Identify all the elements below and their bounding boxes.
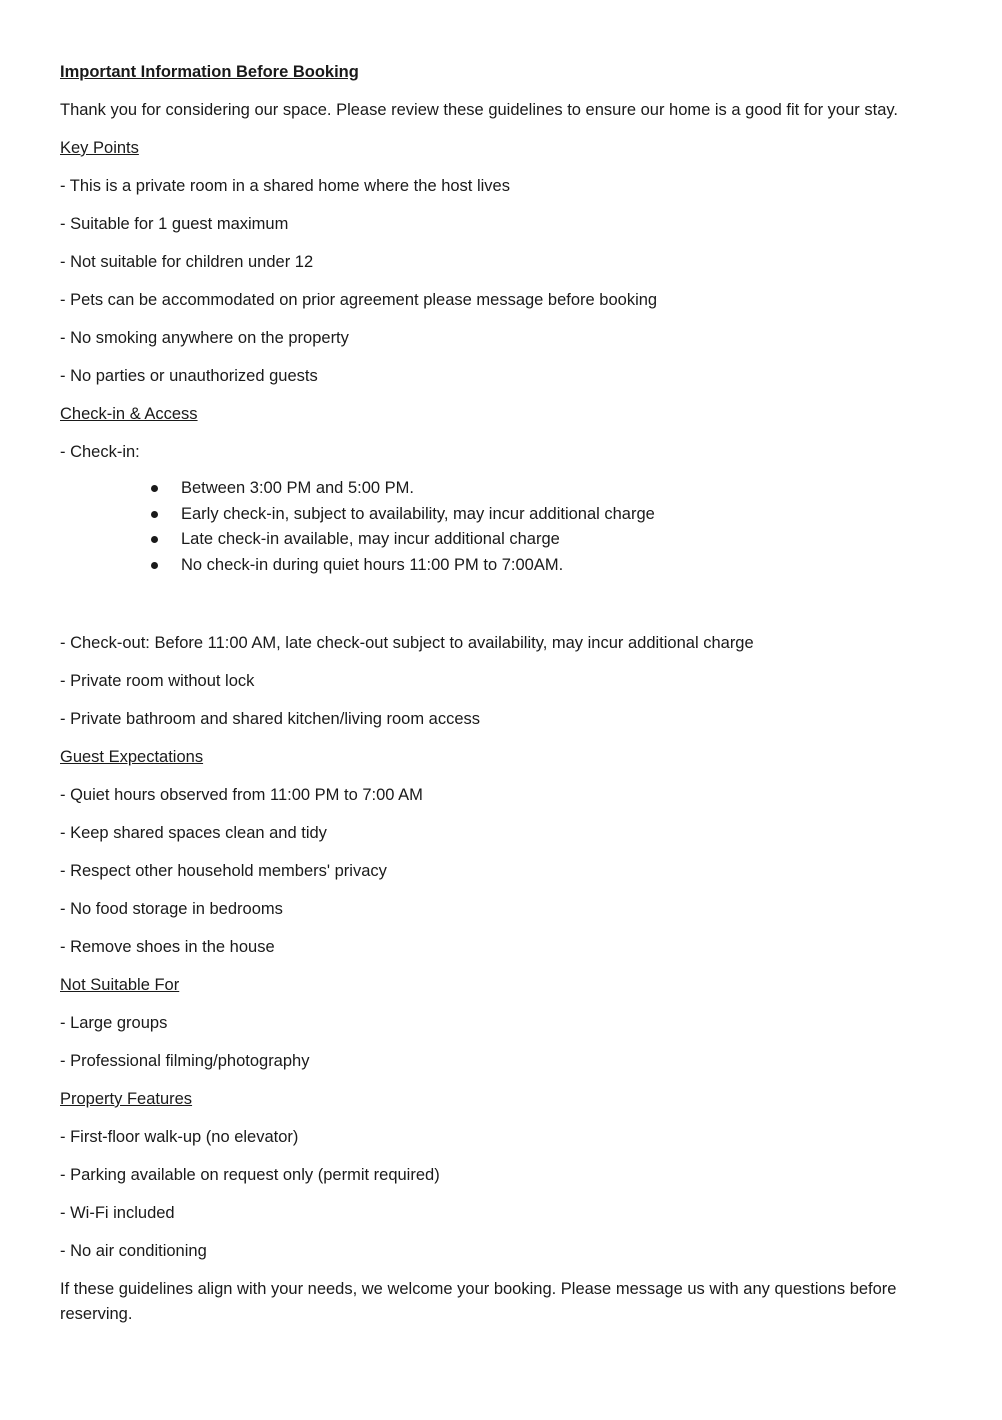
checkin-bullet-item	[60, 553, 940, 579]
heading-not-suitable-for: Not Suitable For	[60, 976, 180, 994]
document-page	[60, 58, 940, 1275]
checkin-bullet-list	[60, 476, 940, 629]
property-feature-item: - Wi-Fi included	[60, 1204, 175, 1222]
heading-key-points: Key Points	[60, 139, 139, 157]
checkin-item: - Private room without lock	[60, 672, 255, 690]
property-feature-item: - First-floor walk-up (no elevator)	[60, 1128, 299, 1146]
checkin-bullet-item	[60, 502, 940, 528]
heading-checkin-access: Check-in & Access	[60, 405, 198, 423]
key-point-item: - Not suitable for children under 12	[60, 253, 314, 271]
key-point-item: - No parties or unauthorized guests	[60, 367, 318, 385]
guest-expectation-item: - No food storage in bedrooms	[60, 900, 283, 918]
guest-expectation-item: - Remove shoes in the house	[60, 938, 275, 956]
bullet-dot-icon	[151, 536, 158, 543]
checkin-bullet-text: Late check-in available, may incur additional charge	[181, 530, 560, 548]
key-point-item: - Pets can be accommodated on prior agreement please message before booking	[60, 291, 658, 309]
key-point-item: - No smoking anywhere on the property	[60, 329, 349, 347]
guest-expectation-item: - Quiet hours observed from 11:00 PM to 7:00 AM	[60, 786, 423, 804]
property-feature-item: - Parking available on request only (permit required)	[60, 1166, 440, 1184]
checkin-label: - Check-in:	[60, 443, 140, 461]
checkin-bullet-text: No check-in during quiet hours 11:00 PM to 7:00AM.	[181, 555, 564, 574]
checkin-item: - Private bathroom and shared kitchen/living room access	[60, 710, 481, 728]
checkin-item: - Check-out: Before 11:00 AM, late check-out subject to availability, may incur additional charge	[60, 634, 754, 652]
guest-expectation-item: - Keep shared spaces clean and tidy	[60, 824, 327, 842]
document-title: Important Information Before Booking	[60, 63, 359, 81]
not-suitable-item: - Large groups	[60, 1014, 168, 1032]
intro-paragraph: Thank you for considering our space. Please review these guidelines to ensure our home is a good fit for your stay.	[60, 101, 898, 119]
closing-paragraph: If these guidelines align with your needs, we welcome your booking. Please message us with any questions before reserving.	[60, 1280, 897, 1323]
not-suitable-item: - Professional filming/photography	[60, 1052, 310, 1070]
heading-property-features: Property Features	[60, 1090, 193, 1108]
checkin-bullet-text: Early check-in, subject to availability, may incur additional charge	[181, 504, 655, 523]
bullet-dot-icon	[151, 511, 158, 518]
checkin-bullet-text: Between 3:00 PM and 5:00 PM.	[181, 479, 414, 497]
checkin-bullet-item	[60, 476, 940, 502]
heading-guest-expectations: Guest Expectations	[60, 748, 204, 766]
guest-expectation-item: - Respect other household members' privacy	[60, 862, 387, 880]
bullet-dot-icon	[151, 485, 158, 492]
property-feature-item: - No air conditioning	[60, 1242, 207, 1260]
bullet-dot-icon	[151, 562, 158, 569]
key-point-item: - Suitable for 1 guest maximum	[60, 215, 289, 233]
checkin-bullet-item	[60, 527, 940, 553]
key-point-item: - This is a private room in a shared home where the host lives	[60, 177, 510, 195]
